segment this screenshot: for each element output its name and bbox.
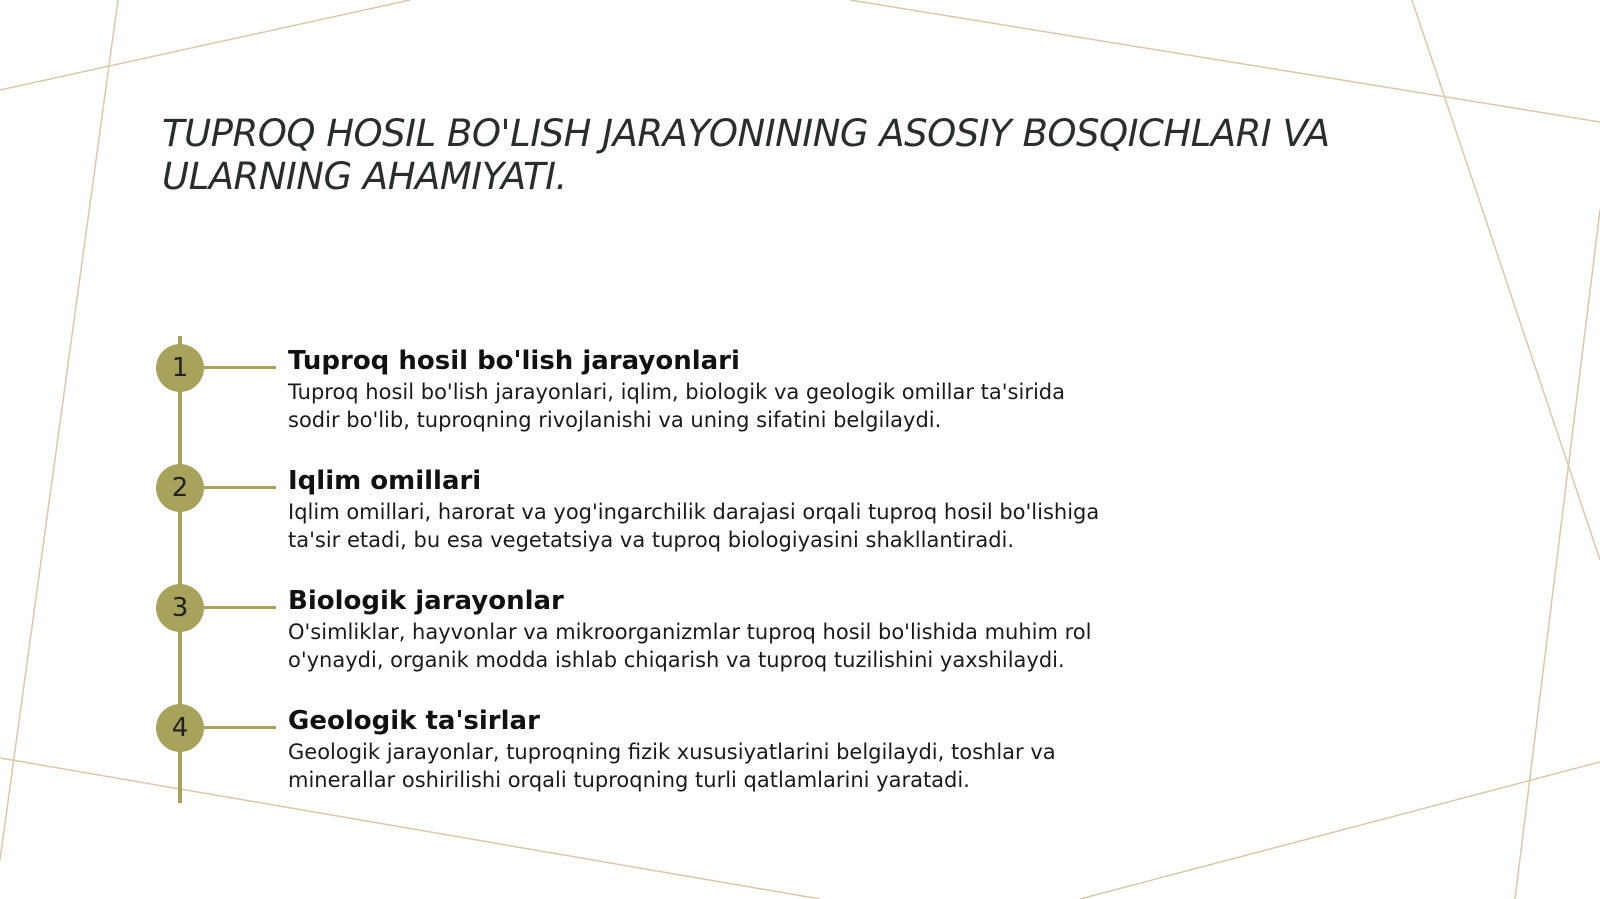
step-description: O'simliklar, hayvonlar va mikroorganizmlar tuproq hosil bo'lishida muhim rol o'ynaydi, organik modda ishlab chiqarish va tuproq tuzilishini yaxshilaydi. <box>288 620 1092 672</box>
step-description: Tuproq hosil bo'lish jarayonlari, iqlim, biologik va geologik omillar ta'sirida sodir bo'lib, tuproqning rivojlanishi va uning sifatini belgilaydi. <box>288 380 1065 432</box>
step-number-badge: 2 <box>156 464 204 512</box>
step-connector <box>204 366 276 369</box>
step-connector <box>204 606 276 609</box>
step-heading: Geologik ta'sirlar <box>288 706 540 736</box>
slide-title: TUPROQ HOSIL BO'LISH JARAYONINING ASOSIY BOSQICHLARI VA ULARNING AHAMIYATI. <box>162 112 1330 198</box>
step-number-badge: 3 <box>156 584 204 632</box>
step-connector <box>204 486 276 489</box>
step-connector <box>204 726 276 729</box>
step-heading: Tuproq hosil bo'lish jarayonlari <box>288 346 740 376</box>
step-heading: Biologik jarayonlar <box>288 586 564 616</box>
step-number-badge: 4 <box>156 704 204 752</box>
step-description: Geologik jarayonlar, tuproqning fizik xususiyatlarini belgilaydi, toshlar va minerallar oshirilishi orqali tuproqning turli qatlamlarini yaratadi. <box>288 740 1056 792</box>
step-number-badge: 1 <box>156 344 204 392</box>
step-description: Iqlim omillari, harorat va yog'ingarchilik darajasi orqali tuproq hosil bo'lishiga ta'sir etadi, bu esa vegetatsiya va tuproq biologiyasini shakllantiradi. <box>288 500 1100 552</box>
step-heading: Iqlim omillari <box>288 466 482 496</box>
